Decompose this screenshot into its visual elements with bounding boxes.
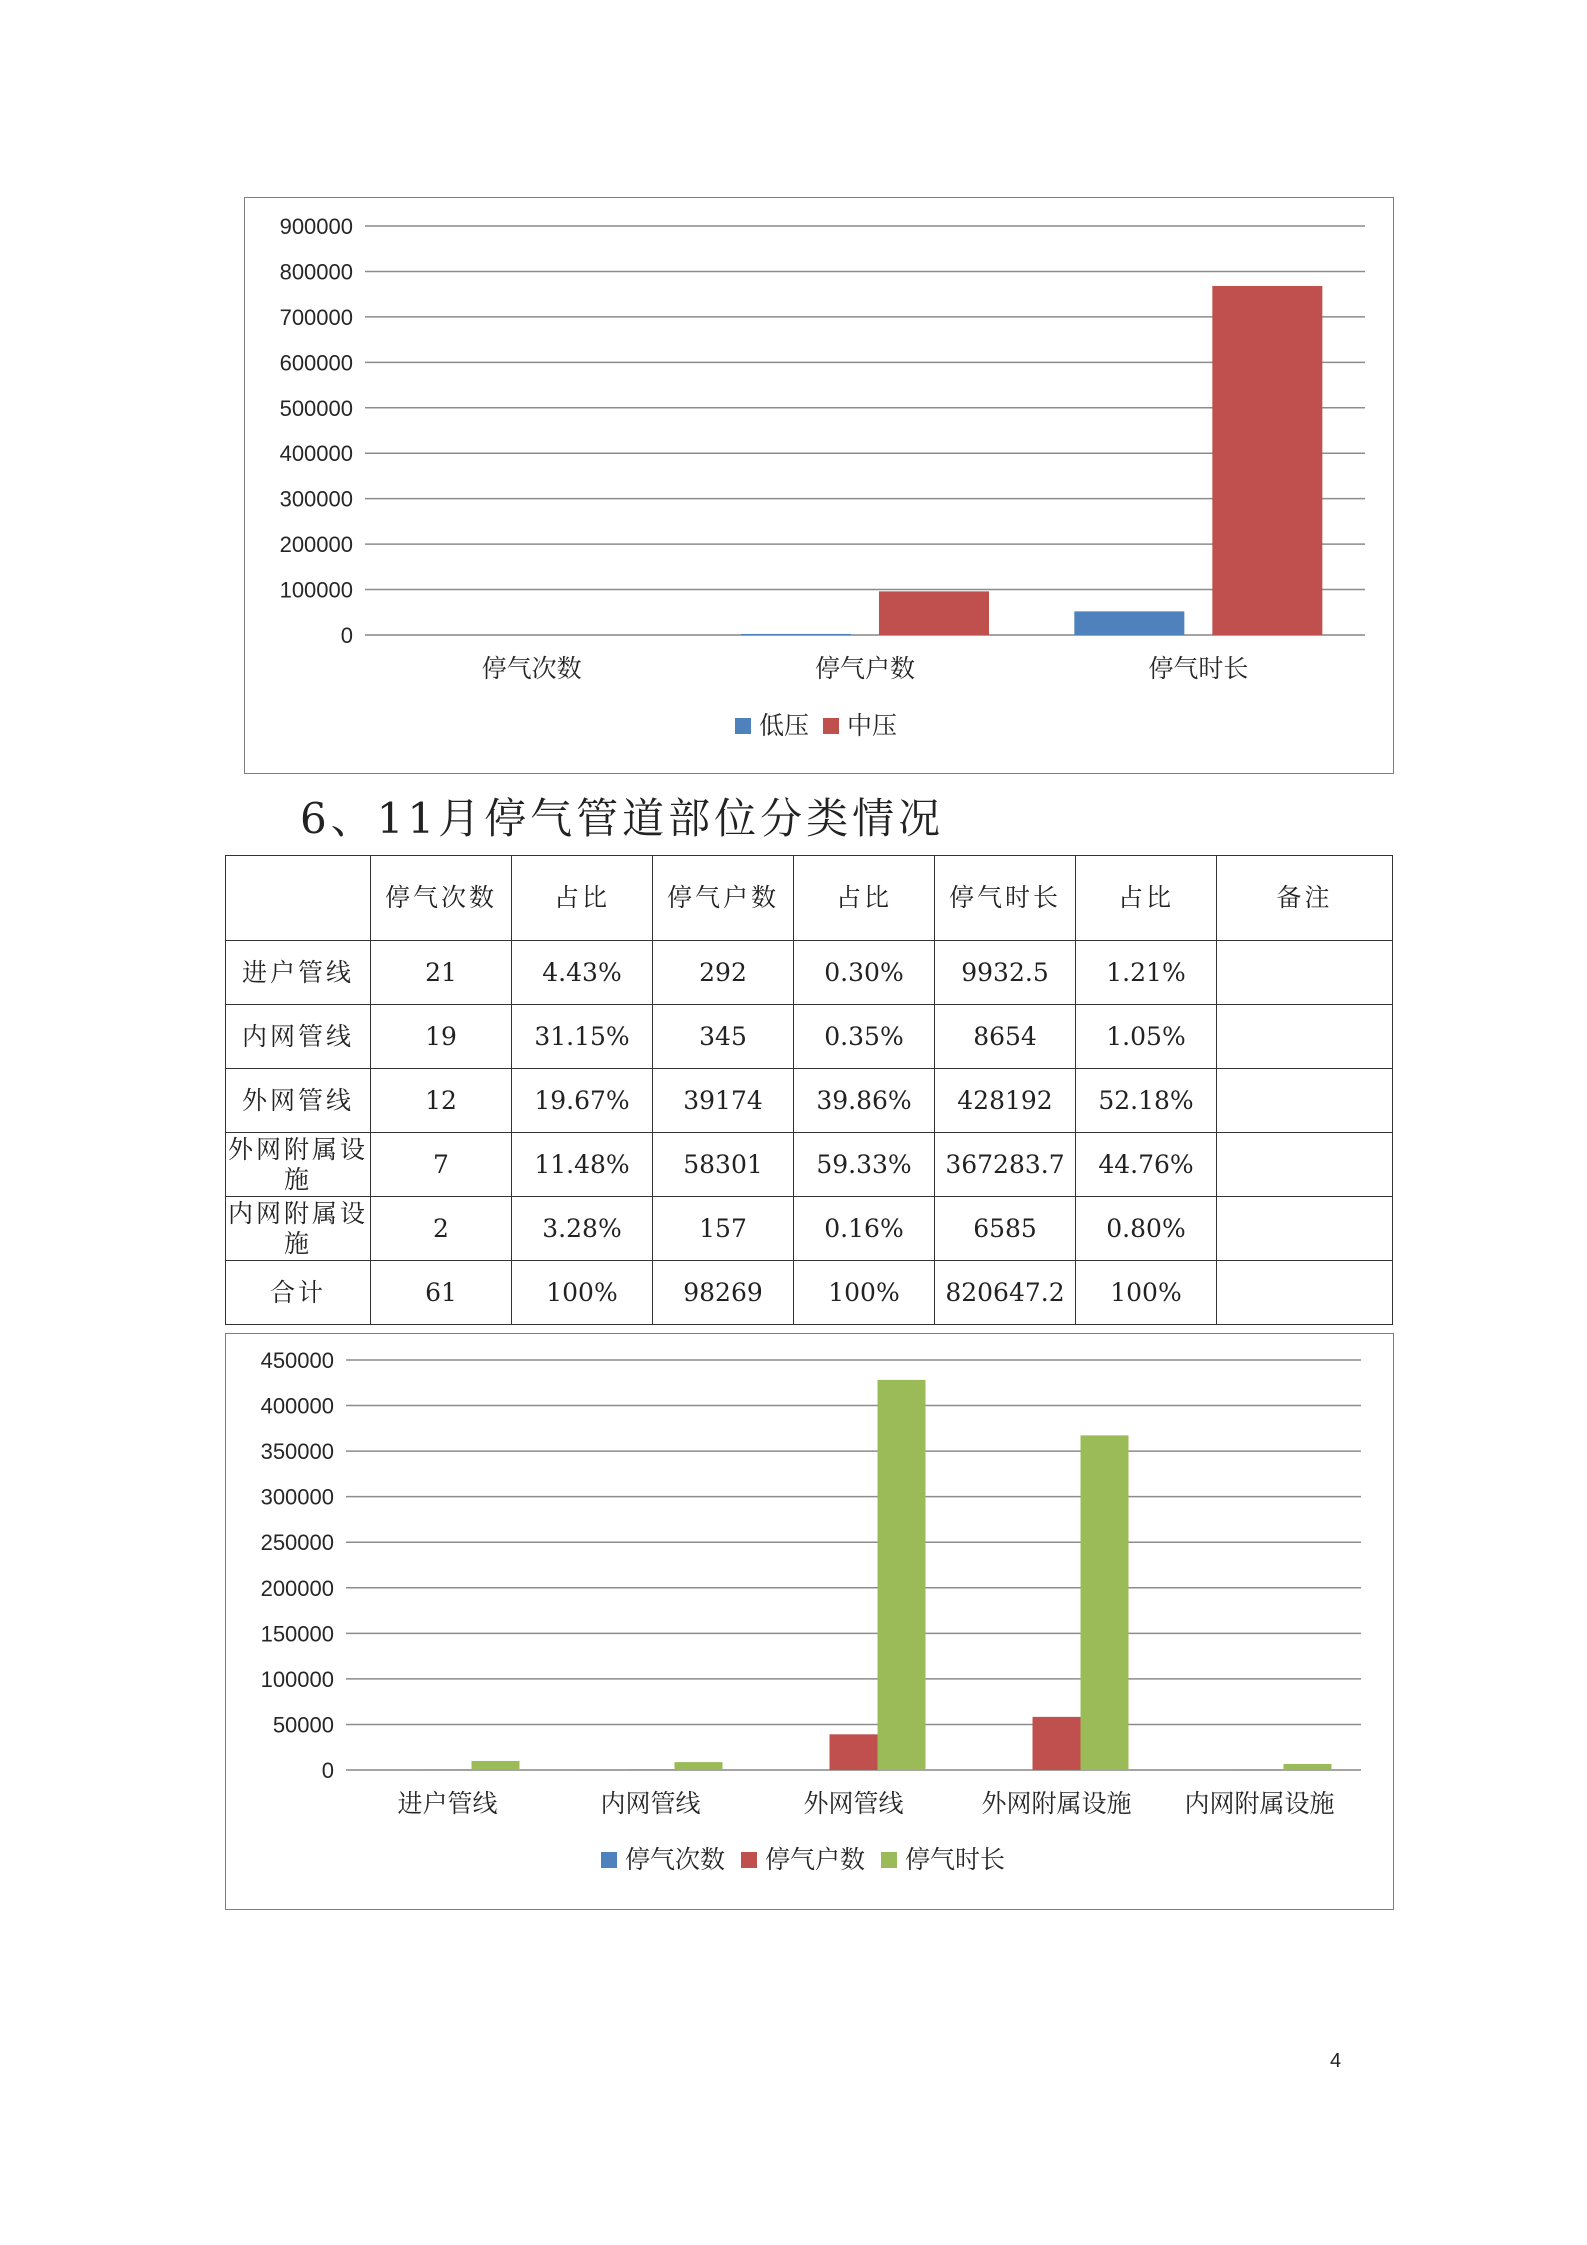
table-cell: 39174 (653, 1069, 794, 1133)
y-tick-label: 100000 (260, 1666, 334, 1692)
legend-label: 停气户数 (765, 1845, 866, 1874)
legend-label: 低压 (759, 711, 810, 740)
table-cell: 内网管线 (226, 1005, 371, 1069)
y-tick-label: 200000 (260, 1575, 334, 1601)
table-header: 备注 (1217, 856, 1393, 941)
table-cell: 428192 (935, 1069, 1076, 1133)
table-cell: 0.35% (794, 1005, 935, 1069)
y-tick-label: 900000 (279, 214, 353, 239)
table-cell: 进户管线 (226, 941, 371, 1005)
bar-3 (1081, 1435, 1129, 1770)
table-row-total (226, 1261, 1393, 1325)
table-row (226, 941, 1393, 1005)
table-cell: 1.05% (1076, 1005, 1217, 1069)
table-cell: 31.15% (512, 1005, 653, 1069)
table-cell: 44.76% (1076, 1133, 1217, 1197)
page-number: 4 (1330, 2050, 1342, 2072)
x-tick-label: 停气户数 (814, 654, 916, 683)
table-cell: 345 (653, 1005, 794, 1069)
chart-pressure-svg (245, 198, 1393, 773)
table-cell: 合计 (226, 1261, 371, 1325)
table-cell (1217, 941, 1393, 1005)
chart-pipe-location-svg (226, 1334, 1393, 1909)
table-cell: 100% (794, 1261, 935, 1325)
table-cell: 98269 (653, 1261, 794, 1325)
table-cell: 2 (371, 1197, 512, 1261)
table-cell: 9932.5 (935, 941, 1076, 1005)
y-tick-label: 350000 (260, 1439, 334, 1465)
bar-2 (1033, 1717, 1081, 1770)
x-tick-label: 停气时长 (1148, 654, 1249, 683)
table-cell: 21 (371, 941, 512, 1005)
table-cell: 19 (371, 1005, 512, 1069)
chart-pipe-location (225, 1333, 1394, 1910)
y-tick-label: 700000 (279, 304, 353, 330)
x-tick-label: 进户管线 (397, 1789, 498, 1818)
table-row (226, 1133, 1393, 1197)
outage-table (225, 855, 1393, 1325)
y-tick-label: 400000 (260, 1393, 334, 1419)
y-tick-label: 50000 (272, 1712, 334, 1738)
y-tick-label: 450000 (260, 1348, 334, 1373)
chart-pressure (244, 197, 1394, 774)
bar-1 (741, 634, 851, 635)
table-header: 停气户数 (653, 856, 794, 941)
table-header: 停气次数 (371, 856, 512, 941)
table-cell: 外网附属设施 (226, 1133, 371, 1197)
table-cell: 19.67% (512, 1069, 653, 1133)
x-tick-label: 外网管线 (803, 1789, 904, 1818)
table-header (226, 856, 371, 941)
table-cell: 8654 (935, 1005, 1076, 1069)
table-cell: 58301 (653, 1133, 794, 1197)
table-cell: 61 (371, 1261, 512, 1325)
table-cell: 11.48% (512, 1133, 653, 1197)
x-tick-label: 内网管线 (600, 1789, 701, 1818)
section-title: 6、11月停气管道部位分类情况 (300, 794, 945, 843)
table-cell: 4.43% (512, 941, 653, 1005)
x-tick-label: 停气次数 (481, 654, 582, 683)
table-header: 占比 (512, 856, 653, 941)
y-tick-label: 300000 (260, 1484, 334, 1510)
table-cell: 0.80% (1076, 1197, 1217, 1261)
bar-3 (675, 1762, 723, 1770)
y-tick-label: 400000 (279, 441, 353, 467)
table-cell: 157 (653, 1197, 794, 1261)
table-header: 停气时长 (935, 856, 1076, 941)
table-row (226, 1197, 1393, 1261)
table-cell: 59.33% (794, 1133, 935, 1197)
table-cell: 3.28% (512, 1197, 653, 1261)
table-cell: 6585 (935, 1197, 1076, 1261)
legend (735, 711, 897, 740)
table-cell: 39.86% (794, 1069, 935, 1133)
table-cell (1217, 1133, 1393, 1197)
table-row (226, 1069, 1393, 1133)
table-cell: 内网附属设施 (226, 1197, 371, 1261)
legend-swatch (601, 1852, 617, 1868)
table-cell: 0.30% (794, 941, 935, 1005)
y-tick-label: 800000 (279, 259, 353, 285)
bar-2 (879, 591, 989, 635)
table-cell: 0.16% (794, 1197, 935, 1261)
bar-2 (830, 1734, 878, 1770)
bar-1 (1074, 611, 1184, 635)
table-cell: 外网管线 (226, 1069, 371, 1133)
table-cell: 820647.2 (935, 1261, 1076, 1325)
x-tick-label: 外网附属设施 (981, 1789, 1132, 1818)
y-tick-label: 250000 (260, 1530, 334, 1556)
table-header: 占比 (1076, 856, 1217, 941)
table-cell (1217, 1069, 1393, 1133)
table-cell (1217, 1261, 1393, 1325)
table-header-row (226, 856, 1393, 941)
legend-swatch (735, 718, 751, 734)
table-cell (1217, 1005, 1393, 1069)
legend-label: 停气时长 (905, 1845, 1006, 1874)
table-cell: 1.21% (1076, 941, 1217, 1005)
y-tick-label: 500000 (279, 395, 353, 421)
legend-label: 中压 (847, 711, 898, 740)
y-tick-label: 200000 (279, 532, 353, 558)
bar-3 (472, 1761, 520, 1770)
table-cell: 100% (512, 1261, 653, 1325)
table-cell: 12 (371, 1069, 512, 1133)
legend-swatch (881, 1852, 897, 1868)
table-cell (1217, 1197, 1393, 1261)
table-row (226, 1005, 1393, 1069)
bar-3 (878, 1380, 926, 1770)
table-cell: 7 (371, 1133, 512, 1197)
table-cell: 292 (653, 941, 794, 1005)
table-cell: 367283.7 (935, 1133, 1076, 1197)
table-cell: 100% (1076, 1261, 1217, 1325)
bar-3 (1284, 1764, 1332, 1770)
y-tick-label: 0 (340, 623, 353, 648)
y-tick-label: 150000 (260, 1621, 334, 1647)
legend-label: 停气次数 (625, 1845, 726, 1874)
y-tick-label: 600000 (279, 350, 353, 376)
table-cell: 52.18% (1076, 1069, 1217, 1133)
legend-swatch (823, 718, 839, 734)
y-tick-label: 100000 (279, 577, 353, 603)
table-header: 占比 (794, 856, 935, 941)
x-tick-label: 内网附属设施 (1184, 1789, 1335, 1818)
y-tick-label: 300000 (279, 486, 353, 512)
legend (601, 1845, 1005, 1874)
bar-2 (1212, 286, 1322, 635)
legend-swatch (741, 1852, 757, 1868)
y-tick-label: 0 (321, 1758, 334, 1783)
